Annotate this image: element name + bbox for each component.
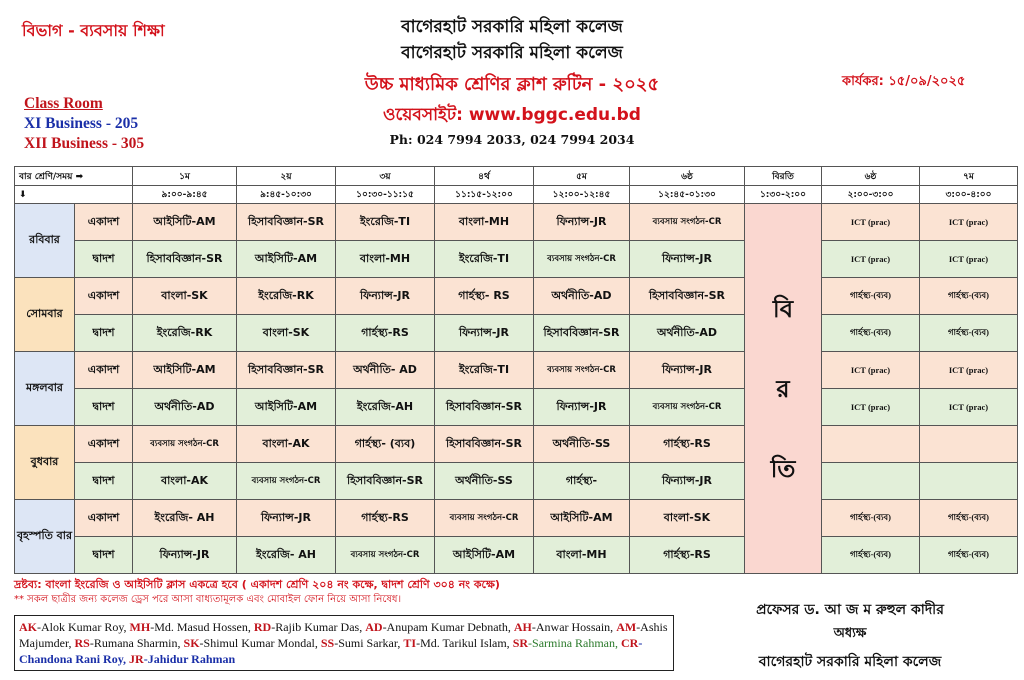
schedule-cell: গার্হস্থ্য- RS: [435, 278, 534, 315]
schedule-cell: ICT (prac): [920, 389, 1018, 426]
schedule-cell: গার্হস্থ্য-(ব্যব): [920, 315, 1018, 352]
schedule-cell: আইসিটি-AM: [237, 389, 336, 426]
schedule-cell: হিসাববিজ্ঞান-SR: [237, 352, 336, 389]
schedule-cell: হিসাববিজ্ঞান-SR: [534, 315, 630, 352]
schedule-cell: [822, 463, 920, 500]
schedule-cell: অর্থনীতি-SS: [534, 426, 630, 463]
teacher-code: RS: [74, 636, 90, 650]
schedule-cell: অর্থনীতি-AD: [534, 278, 630, 315]
schedule-cell: ফিন্যান্স-JR: [133, 537, 237, 574]
schedule-cell: ফিন্যান্স-JR: [237, 500, 336, 537]
period-header: ৫ম: [534, 167, 630, 186]
class-level: দ্বাদশ: [75, 537, 133, 574]
teacher-name: -Chandona Rani Roy,: [19, 636, 643, 666]
period-header: ২য়: [237, 167, 336, 186]
schedule-cell: অর্থনীতি-AD: [133, 389, 237, 426]
schedule-cell: ফিন্যান্স-JR: [336, 278, 435, 315]
teacher-name: -Md. Masud Hossen,: [150, 620, 254, 634]
classroom-xi: XI Business - 205: [24, 115, 139, 132]
schedule-cell: গার্হস্থ্য-(ব্যব): [920, 278, 1018, 315]
teacher-name: -Rajib Kumar Das,: [271, 620, 366, 634]
teacher-code: AD: [365, 620, 383, 634]
period-header: বিরতি: [745, 167, 822, 186]
classroom-title: Class Room: [24, 95, 103, 112]
teacher-code: SS: [320, 636, 335, 650]
period-time: ৩:০০-৪:০০: [920, 186, 1018, 204]
table-row: [15, 537, 1018, 574]
principal-designation: অধ্যক্ষ: [833, 626, 867, 641]
day-name: রবিবার: [15, 204, 75, 278]
class-level: একাদশ: [75, 204, 133, 241]
period-time: ১১:১৫-১২:০০: [435, 186, 534, 204]
schedule-cell: ব্যবসায় সংগঠন-CR: [630, 204, 745, 241]
routine-table: [14, 166, 1018, 574]
schedule-cell: বাংলা-AK: [133, 463, 237, 500]
table-row: [15, 315, 1018, 352]
break-letter: তি: [770, 454, 796, 483]
period-header: ১ম: [133, 167, 237, 186]
schedule-cell: বাংলা-SK: [237, 315, 336, 352]
teacher-code: AH: [513, 620, 532, 634]
table-corner-label: বার শ্রেণি/সময় ➡: [15, 167, 133, 186]
schedule-cell: [920, 463, 1018, 500]
teacher-name: -Jahidur Rahman: [143, 652, 236, 666]
schedule-cell: ICT (prac): [822, 389, 920, 426]
schedule-cell: বাংলা-MH: [336, 241, 435, 278]
schedule-cell: হিসাববিজ্ঞান-SR: [133, 241, 237, 278]
department-label: বিভাগ - ব্যবসায় শিক্ষা: [22, 21, 165, 40]
class-level: একাদশ: [75, 352, 133, 389]
period-time: ৯:৪৫-১০:৩০: [237, 186, 336, 204]
period-time: ১:৩০-২:০০: [745, 186, 822, 204]
table-row: [15, 463, 1018, 500]
schedule-cell: আইসিটি-AM: [534, 500, 630, 537]
class-level: দ্বাদশ: [75, 315, 133, 352]
teacher-code: SK: [183, 636, 200, 650]
table-row: [15, 426, 1018, 463]
schedule-cell: আইসিটি-AM: [237, 241, 336, 278]
day-name: মঙ্গলবার: [15, 352, 75, 426]
class-level: দ্বাদশ: [75, 389, 133, 426]
schedule-cell: ICT (prac): [822, 352, 920, 389]
teacher-code: JR: [129, 652, 144, 666]
schedule-cell: বাংলা-AK: [237, 426, 336, 463]
schedule-cell: গার্হস্থ্য-(ব্যব): [822, 278, 920, 315]
schedule-cell: [822, 426, 920, 463]
period-time: ২:০০-৩:০০: [822, 186, 920, 204]
teacher-code: TI: [403, 636, 417, 650]
schedule-cell: [920, 426, 1018, 463]
table-row: [15, 389, 1018, 426]
schedule-cell: ব্যবসায় সংগঠন-CR: [336, 537, 435, 574]
schedule-cell: গার্হস্থ্য-RS: [630, 426, 745, 463]
note-dress-code: ** সকল ছাত্রীর জন্য কলেজ ড্রেস পরে আসা বাধ্যতামূলক এবং মোবাইল ফোন নিয়ে আসা নিষেধ।: [14, 594, 402, 605]
schedule-cell: ফিন্যান্স-JR: [630, 352, 745, 389]
teacher-name: -Anupam Kumar Debnath,: [382, 620, 514, 634]
schedule-cell: ইংরেজি-TI: [336, 204, 435, 241]
schedule-cell: ফিন্যান্স-JR: [534, 389, 630, 426]
period-time: ৯:০০-৯:৪৫: [133, 186, 237, 204]
schedule-cell: ব্যবসায় সংগঠন-CR: [237, 463, 336, 500]
schedule-cell: গার্হস্থ্য-: [534, 463, 630, 500]
class-level: একাদশ: [75, 500, 133, 537]
schedule-cell: আইসিটি-AM: [133, 352, 237, 389]
schedule-cell: ফিন্যান্স-JR: [630, 463, 745, 500]
period-header: ৬ষ্ঠ: [822, 167, 920, 186]
teacher-code: RD: [253, 620, 272, 634]
teacher-name: -Anwar Hossain,: [531, 620, 617, 634]
break-column: [745, 204, 822, 574]
schedule-cell: গার্হস্থ্য- (ব্যব): [336, 426, 435, 463]
teacher-code: AK: [19, 620, 37, 634]
schedule-cell: গার্হস্থ্য-(ব্যব): [920, 500, 1018, 537]
teacher-code: CR: [621, 636, 639, 650]
schedule-cell: গার্হস্থ্য-(ব্যব): [920, 537, 1018, 574]
schedule-cell: ফিন্যান্স-JR: [534, 204, 630, 241]
schedule-cell: আইসিটি-AM: [435, 537, 534, 574]
period-time: ১২:০০-১২:৪৫: [534, 186, 630, 204]
phone: Ph: 024 7994 2033, 024 7994 2034: [389, 132, 635, 147]
schedule-cell: গার্হস্থ্য-(ব্যব): [822, 537, 920, 574]
day-name: বুধবার: [15, 426, 75, 500]
schedule-cell: গার্হস্থ্য-RS: [336, 500, 435, 537]
break-letter: বি: [772, 294, 794, 323]
schedule-cell: ইংরেজি-TI: [435, 352, 534, 389]
schedule-cell: ICT (prac): [920, 352, 1018, 389]
period-time: ১২:৪৫-০১:৩০: [630, 186, 745, 204]
schedule-cell: গার্হস্থ্য-RS: [336, 315, 435, 352]
schedule-cell: ব্যবসায় সংগঠন-CR: [133, 426, 237, 463]
break-letter: র: [776, 374, 790, 403]
schedule-cell: বাংলা-MH: [435, 204, 534, 241]
teacher-name: -Sumi Sarkar,: [334, 636, 404, 650]
college-name-repeat: বাগেরহাট সরকারি মহিলা কলেজ: [401, 43, 623, 63]
schedule-cell: ICT (prac): [920, 241, 1018, 278]
class-level: দ্বাদশ: [75, 241, 133, 278]
period-header: ৪র্থ: [435, 167, 534, 186]
classroom-info: [24, 94, 144, 154]
principal-name: প্রফেসর ড. আ জ ম রুহুল কাদীর: [756, 602, 944, 618]
schedule-cell: ইংরেজি- AH: [133, 500, 237, 537]
schedule-cell: ICT (prac): [822, 204, 920, 241]
schedule-cell: হিসাববিজ্ঞান-SR: [630, 278, 745, 315]
teacher-name: -Ashis Majumder,: [19, 620, 668, 650]
schedule-cell: হিসাববিজ্ঞান-SR: [336, 463, 435, 500]
schedule-cell: বাংলা-SK: [630, 500, 745, 537]
period-time: ১০:৩০-১১:১৫: [336, 186, 435, 204]
teacher-code: AM: [616, 620, 637, 634]
teacher-name: -Rumana Sharmin,: [89, 636, 184, 650]
routine-title: উচ্চ মাধ্যমিক শ্রেণির ক্লাশ রুটিন - ২০২৫: [364, 74, 660, 95]
teacher-name: -Sarmina Rahman,: [528, 636, 622, 650]
schedule-cell: আইসিটি-AM: [133, 204, 237, 241]
schedule-cell: ইংরেজি-TI: [435, 241, 534, 278]
schedule-cell: ইংরেজি-RK: [237, 278, 336, 315]
schedule-cell: ব্যবসায় সংগঠন-CR: [435, 500, 534, 537]
schedule-cell: ইংরেজি-AH: [336, 389, 435, 426]
schedule-cell: ICT (prac): [920, 204, 1018, 241]
teacher-code: MH: [129, 620, 151, 634]
class-level: দ্বাদশ: [75, 463, 133, 500]
teacher-code: SR: [512, 636, 529, 650]
schedule-cell: হিসাববিজ্ঞান-SR: [435, 426, 534, 463]
note-combined-class: দ্রষ্টব্য: বাংলা ইংরেজি ও আইসিটি ক্লাস একত্রে হবে ( একাদশ শ্রেণি ২০৪ নং কক্ষে, দ্বাদশ শ্রেণি ৩০৪ নং কক্ষে): [14, 578, 500, 591]
schedule-cell: হিসাববিজ্ঞান-SR: [237, 204, 336, 241]
schedule-cell: গার্হস্থ্য-RS: [630, 537, 745, 574]
schedule-cell: ব্যবসায় সংগঠন-CR: [630, 389, 745, 426]
website: ওয়েবসাইট: www.bggc.edu.bd: [383, 105, 641, 125]
teacher-name: -Md. Tarikul Islam,: [416, 636, 513, 650]
schedule-cell: অর্থনীতি-SS: [435, 463, 534, 500]
class-level: একাদশ: [75, 278, 133, 315]
schedule-cell: ইংরেজি-RK: [133, 315, 237, 352]
period-header: ৬ষ্ঠ: [630, 167, 745, 186]
schedule-cell: ICT (prac): [822, 241, 920, 278]
college-name: বাগেরহাট সরকারি মহিলা কলেজ: [401, 17, 623, 37]
day-name: সোমবার: [15, 278, 75, 352]
schedule-cell: বাংলা-MH: [534, 537, 630, 574]
teacher-legend: [14, 615, 674, 671]
schedule-cell: ইংরেজি- AH: [237, 537, 336, 574]
day-name: বৃহস্পতি বার: [15, 500, 75, 574]
schedule-cell: হিসাববিজ্ঞান-SR: [435, 389, 534, 426]
table-row: [15, 204, 1018, 241]
schedule-cell: ফিন্যান্স-JR: [435, 315, 534, 352]
table-row: [15, 278, 1018, 315]
table-row: [15, 500, 1018, 537]
schedule-cell: ব্যবসায় সংগঠন-CR: [534, 352, 630, 389]
schedule-cell: ফিন্যান্স-JR: [630, 241, 745, 278]
down-arrow-icon: ⬇: [15, 186, 133, 204]
effective-date: কার্যকর: ১৫/০৯/২০২৫: [842, 74, 966, 89]
principal-college: বাগেরহাট সরকারি মহিলা কলেজ: [758, 654, 942, 670]
schedule-cell: গার্হস্থ্য-(ব্যব): [822, 315, 920, 352]
schedule-cell: গার্হস্থ্য-(ব্যব): [822, 500, 920, 537]
period-header: ৩য়: [336, 167, 435, 186]
classroom-xii: XII Business - 305: [24, 135, 145, 152]
period-header: ৭ম: [920, 167, 1018, 186]
table-row: [15, 352, 1018, 389]
class-level: একাদশ: [75, 426, 133, 463]
schedule-cell: বাংলা-SK: [133, 278, 237, 315]
schedule-cell: ব্যবসায় সংগঠন-CR: [534, 241, 630, 278]
schedule-cell: অর্থনীতি-AD: [630, 315, 745, 352]
teacher-name: -Shimul Kumar Mondal,: [199, 636, 321, 650]
schedule-cell: অর্থনীতি- AD: [336, 352, 435, 389]
table-row: [15, 241, 1018, 278]
teacher-name: -Alok Kumar Roy,: [37, 620, 130, 634]
